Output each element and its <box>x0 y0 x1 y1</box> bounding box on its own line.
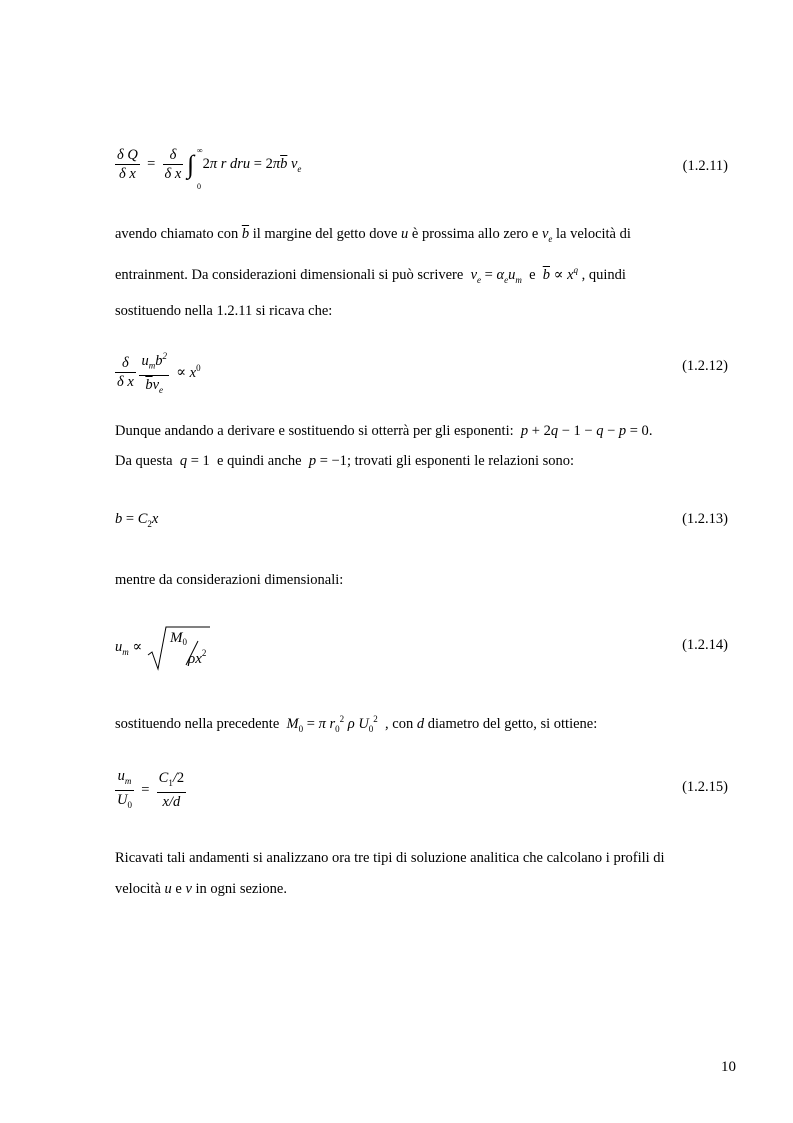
equation-number: (1.2.13) <box>682 511 728 527</box>
paragraph-substitution <box>115 704 737 745</box>
math-b-prop: $\overline{b} \propto x^q$ <box>542 264 579 283</box>
text-run: Dunque andando a derivare e sostituendo si otterrà per gli esponenti: <box>115 423 514 439</box>
text-run: sostituendo nella 1.2.11 si ricava che: <box>115 302 333 319</box>
math-m0: $M_0 = \pi$ $r_0^2$ ρ $U_0^2$ <box>282 714 378 734</box>
text-run: in ogni sezione. <box>195 881 287 897</box>
paragraph-exponents: Dunque andando a derivare e sostituendo si otterrà per gli esponenti: p + 2q − 1 − q − p = 0. Da questa q = 1 e quindi anche p = −1; trovati gli esponenti le relazioni sono: <box>115 423 653 469</box>
text-run: e <box>175 881 182 897</box>
equation-1-2-14: $u_m$ ∝ $M_0$ $\rho x^2$ <box>115 625 212 671</box>
frac-d-dx: $\frac{\delta}{\text{δ x}}$ <box>117 355 134 391</box>
equation-1-2-15: $\frac{u_m}{U_0}$ = $\frac{C_1/2}{x/d}$ <box>115 767 186 814</box>
integral-sign: ∫ ∞ 0 <box>186 145 203 191</box>
math-u: u <box>401 226 409 242</box>
equation-1-2-13: $b = C_2x$ <box>115 511 159 529</box>
text-run: il margine del getto dove <box>252 226 398 242</box>
frac-c1-xd: $\frac{C_1/2}{x/d}$ <box>158 770 185 811</box>
text-run: è prossima allo zero e <box>411 226 539 242</box>
math-q-eq-1: q = 1 <box>176 453 210 469</box>
math-exponent-eq: p + 2q − 1 − q − p = 0 <box>517 423 649 439</box>
math-d: d <box>416 715 425 732</box>
text-run: ; trovati gli esponenti le relazioni sono: <box>346 453 575 469</box>
svg-text:M0: $M_0$ <box>169 630 187 647</box>
math-ve: $v_e$ <box>541 226 553 244</box>
frac-dq-dx: $\frac{\text{δ Q}}{\text{δ x}}$ <box>117 147 138 182</box>
frac-um-u0: $\frac{u_m}{U_0}$ <box>117 768 132 810</box>
text-run: Ricavati tali andamenti si analizzano ora tre tipi di soluzione analitica che calcolano i profili di <box>115 850 665 866</box>
text-run: velocità <box>115 881 161 897</box>
text-run: diametro del getto, si ottiene: <box>427 715 598 732</box>
equation-1-2-11: $\frac{\text{δ Q}}{\text{δ x}}$ = $\frac{\delta}{\text{δ x}}$ ∫ ∞ 0 2π r dru = $2\pi\overline{b}$ $v_e$ <box>117 145 302 191</box>
frac-d-dx: $\frac{\delta}{\text{δ x}}$ <box>164 147 182 182</box>
math-p-eq-minus1: p = −1 <box>305 453 347 469</box>
text-run: la velocità di <box>556 226 631 242</box>
math-b-bar: $\overline{b}$ <box>241 226 250 242</box>
frac-umb2: $\frac{u_mb^2}{\overline{b}v_e}$ <box>139 347 169 399</box>
equation-number: (1.2.15) <box>682 779 728 795</box>
math-u: u <box>164 881 172 897</box>
equation-number: (1.2.12) <box>682 358 728 374</box>
math-v: v <box>185 881 192 897</box>
paragraph-dimensional <box>115 565 737 596</box>
svg-text:ρx2: $\rho x^2$ <box>187 648 207 667</box>
text-run: entrainment. Da considerazioni dimensionali si può scrivere <box>115 266 464 283</box>
text-run: , con <box>385 715 414 732</box>
text-run: e quindi anche <box>217 453 302 469</box>
page-number: 10 <box>721 1059 736 1075</box>
math-ve-alpha: $v_e = \alpha_eu_m$ <box>466 266 522 285</box>
equation-number: (1.2.11) <box>682 158 728 174</box>
text-run: Da questa <box>115 453 173 469</box>
text-run: , quindi <box>581 266 626 283</box>
text-run: mentre da considerazioni dimensionali: <box>115 572 344 588</box>
equation-number: (1.2.14) <box>682 637 728 653</box>
text-run: sostituendo nella precedente <box>115 715 280 732</box>
equation-1-2-12: $\frac{\delta}{\text{δ x}}$ $\frac{u_mb^2}{\overline{b}v_e}$ ∝ $x^0$ <box>115 347 201 399</box>
text-run: avendo chiamato con <box>115 226 239 242</box>
paragraph-entrainment <box>115 219 737 327</box>
text-run: e <box>529 266 536 283</box>
sqrt-fraction <box>146 625 212 671</box>
paragraph-analytic-solutions <box>115 843 737 905</box>
